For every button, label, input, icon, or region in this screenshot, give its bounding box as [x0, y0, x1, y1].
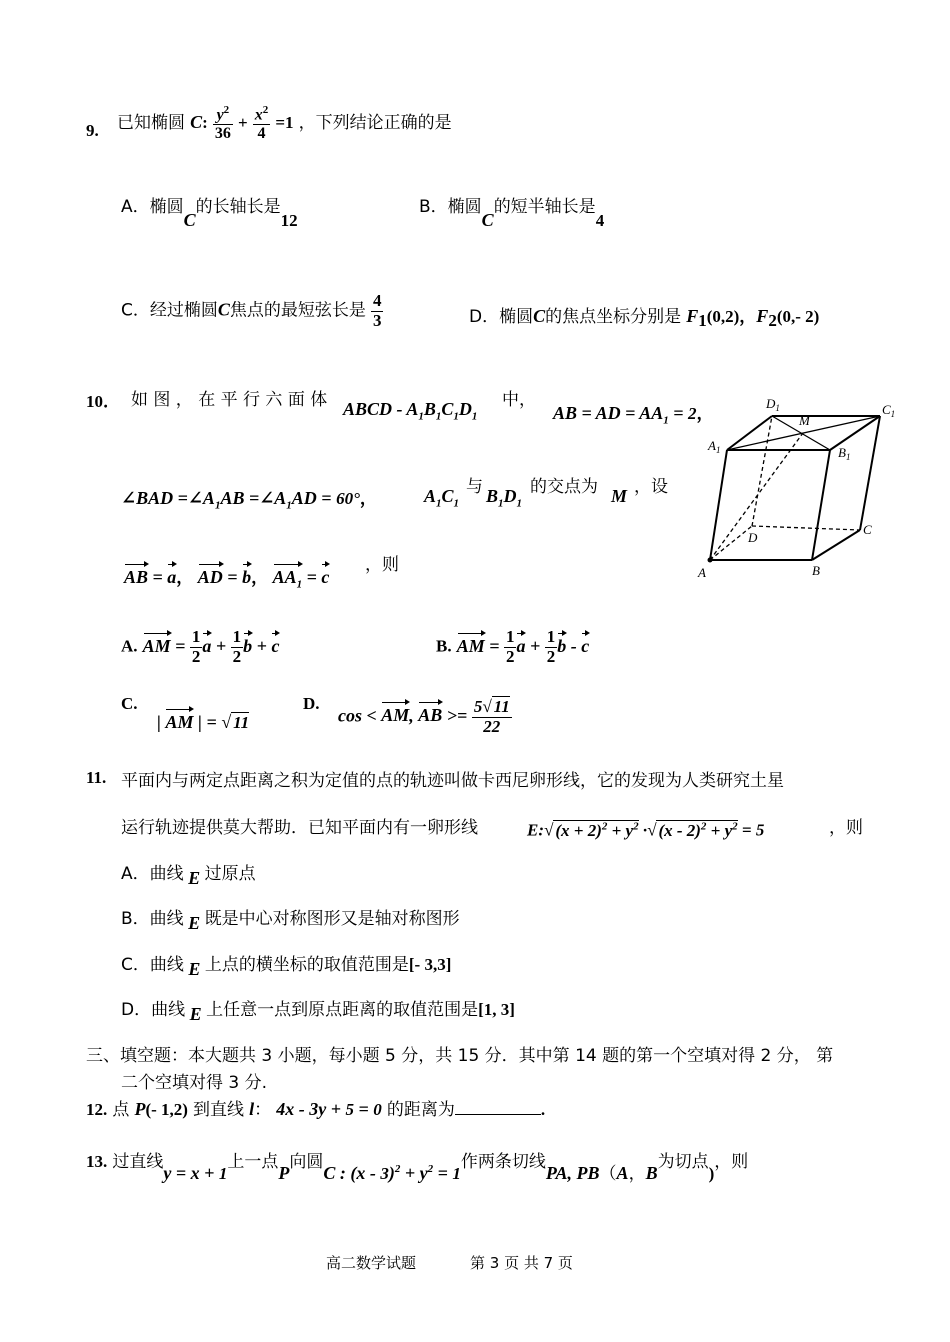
parallelepiped-figure [690, 392, 910, 584]
footer-title: 高二数学试题 [326, 1254, 417, 1272]
q9-option-c: C．经过椭圆C焦点的最短弦长是 $\frac{4}{3}$ [121, 291, 382, 330]
figure-solid-edges [710, 416, 880, 560]
q11-line2: 运行轨迹提供莫大帮助．已知平面内有一卵形线 [121, 818, 478, 838]
q10-vector-defs: AB = a， AD = b， $AA_1 = c$ [124, 567, 330, 591]
figure-label-b: B [812, 563, 820, 578]
q11-option-c: C．曲线 E 上点的横坐标的取值范围是[- 3,3] [121, 955, 452, 979]
q10-prism-name: ABCD - $A_1B_1C_1D_1$ [343, 399, 478, 423]
footer-page-number: 第 3 页 共 7 页 [470, 1254, 573, 1272]
figure-label-d: D [748, 530, 758, 545]
q11-then: ，则 [829, 818, 863, 838]
q9-option-a: A．椭圆C的长轴长是12 [121, 197, 298, 230]
q11-number: 11. [86, 768, 107, 787]
q13-line: 13. 过直线y = x + 1上一点P向圆C : $(x - 3)^2 + y^2 = 1$作两条切线PA, PB（A，B为切点)，则 [86, 1152, 749, 1184]
section3-line1: 三、填空题：本大题共 3 小题，每小题 5 分，共 15 分．其中第 14 题的第一个空填对得 2 分， 第 [86, 1046, 834, 1066]
q10-point-m: M [611, 486, 628, 506]
q9-stem: 已知椭圆 C: $\frac{y^2}{36}$ + $\frac{x^2}{4}$ =1 ，下列结论正确的是 [117, 104, 452, 142]
q11-equation: E:√ $(x + 2)^2 + y^2$ ·√ $(x - 2)^2 + y^2 = 5$ [527, 820, 765, 840]
figure-label-a: A [698, 565, 706, 580]
q10-angles: ∠BAD $=\angle A_1AB$ $=\angle A_1AD = 60^\circ$， [121, 488, 377, 512]
q12-answer-blank[interactable] [455, 1114, 541, 1115]
q11-line1: 平面内与两定点距离之积为定值的点的轨迹叫做卡西尼卵形线，它的发现为人类研究土星 [121, 771, 784, 791]
figure-label-b1: $B_1$ [838, 445, 851, 462]
q10-b1d1: $B_1D_1$ [486, 486, 523, 510]
q12-line: 12. 点 P(- 1,2) 到直线 l： 4x - 3y + 5 = 0 的距离为 . [86, 1099, 546, 1120]
q10-stem-a: 如 图 ， 在 平 行 六 面 体 [131, 390, 328, 410]
q10-lengths: AB = AD = $AA_1 = 2$， [553, 403, 714, 427]
q10-stem-e: ，设 [634, 477, 668, 497]
figure-label-a1: $A_1$ [708, 438, 721, 455]
figure-label-c1: $C_1$ [882, 402, 896, 419]
q11-option-a: A．曲线 E 过原点 [121, 864, 256, 888]
q10-option-a: A. AM = $\frac{1}{2}$ a + $\frac{1}{2}$ b + c [121, 627, 280, 666]
q10-option-c-label: C. [121, 694, 138, 713]
q9-option-b: B．椭圆C的短半轴长是4 [419, 197, 605, 230]
q10-option-c: | AM | = √ 11 [157, 712, 250, 732]
q10-stem-f: ，则 [365, 555, 399, 575]
q11-option-b: B．曲线 E 既是中心对称图形又是轴对称图形 [121, 909, 460, 933]
q10-option-d-label: D. [303, 694, 320, 713]
figure-label-m: M [799, 413, 810, 428]
q11-option-d: D．曲线 E 上任意一点到原点距离的取值范围是[1, 3] [121, 1000, 515, 1024]
q10-option-d: cos < AM, AB >= $\frac{5√ 11}{22}$ [338, 697, 510, 736]
q10-stem-b: 中， [502, 390, 536, 410]
q10-stem-d: 的交点为 [530, 477, 598, 497]
q9-option-d: D．椭圆C的焦点坐标分别是 $F_1(0,2)$，$F_2(0,-$ 2) [469, 306, 820, 331]
q10-stem-c: 与 [466, 477, 483, 497]
q10-option-b: B. AM = $\frac{1}{2}$ a + $\frac{1}{2}$ b - c [436, 627, 590, 666]
figure-label-d1: $D_1$ [766, 396, 780, 413]
q9-number: 9. [86, 121, 99, 140]
q10-a1c1: $A_1C_1$ [424, 486, 460, 510]
figure-label-c: C [863, 522, 872, 537]
q10-number: 10． [86, 392, 120, 411]
section3-line2: 二个空填对得 3 分. [121, 1073, 268, 1093]
